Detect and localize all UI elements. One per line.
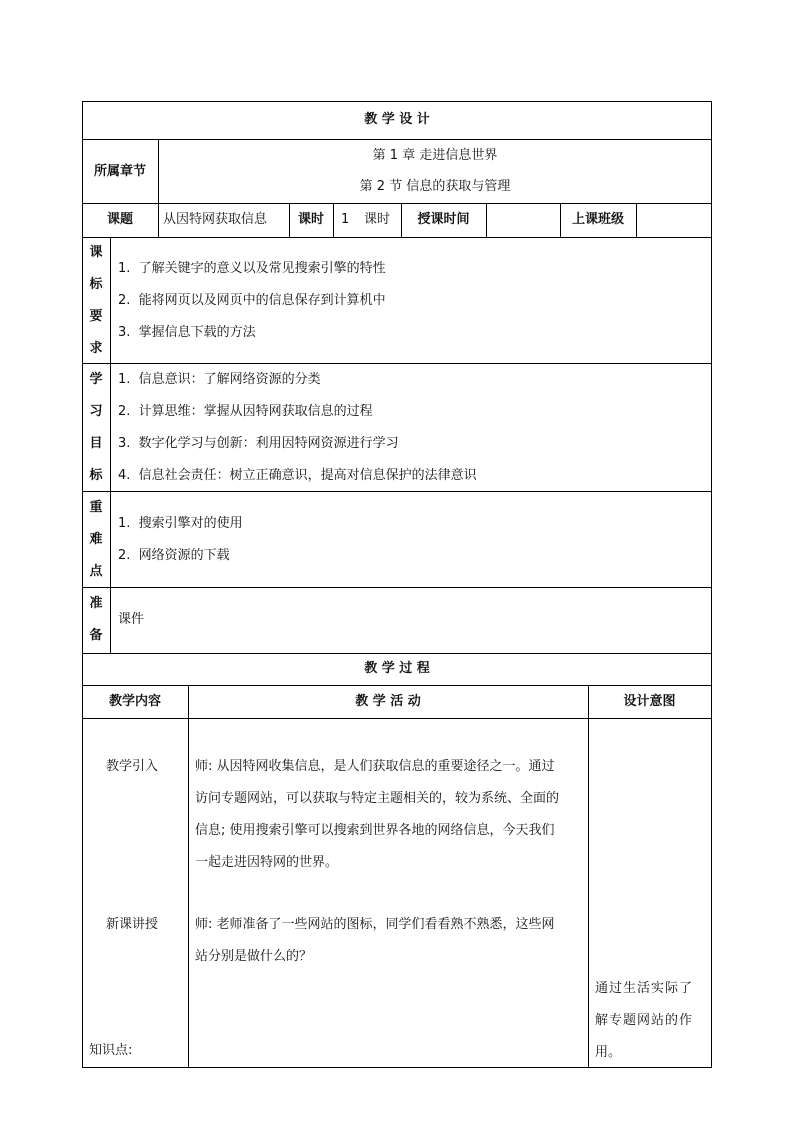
- list-item: 3. 掌握信息下载的方法: [118, 325, 256, 340]
- list-item: 2. 网络资源的下载: [118, 548, 230, 563]
- preparation-value: 课件: [118, 612, 145, 627]
- knowledge-label: 知识点:: [89, 1043, 133, 1058]
- hours-unit: 课时: [364, 212, 391, 227]
- activity-header: 教 学 活 动: [355, 694, 421, 709]
- intro-label: 教学引入: [106, 759, 159, 774]
- list-item: 1. 搜索引擎对的使用: [118, 516, 243, 531]
- hours-number: 1: [341, 212, 350, 227]
- class-label: 上课班级: [571, 212, 624, 227]
- content-header: 教学内容: [108, 694, 161, 709]
- list-item: 2. 能将网页以及网页中的信息保存到计算机中: [118, 293, 386, 308]
- list-item: 1. 了解关键字的意义以及常见搜索引擎的特性: [118, 261, 386, 276]
- new-lesson-label: 新课讲授: [106, 917, 159, 932]
- intent-header: 设计意图: [623, 694, 676, 709]
- list-item: 3. 数字化学习与创新：利用因特网资源进行学习: [118, 436, 399, 451]
- chapter-line-1: 第 1 章 走进信息世界: [372, 148, 498, 163]
- topic-label: 课题: [106, 212, 133, 227]
- topic-value: 从因特网获取信息: [163, 212, 268, 227]
- process-title: 教 学 过 程: [364, 661, 430, 676]
- list-item: 2. 计算思维：掌握从因特网获取信息的过程: [118, 404, 373, 419]
- hours-label: 课时: [297, 212, 324, 227]
- design-title: 教 学 设 计: [364, 112, 430, 127]
- list-item: 1. 信息意识：了解网络资源的分类: [118, 372, 321, 387]
- list-item: 4. 信息社会责任：树立正确意识，提高对信息保护的法律意识: [118, 468, 477, 483]
- time-label: 授课时间: [417, 212, 470, 227]
- chapter-line-2: 第 2 节 信息的获取与管理: [359, 179, 511, 194]
- chapter-label: 所属章节: [93, 164, 146, 179]
